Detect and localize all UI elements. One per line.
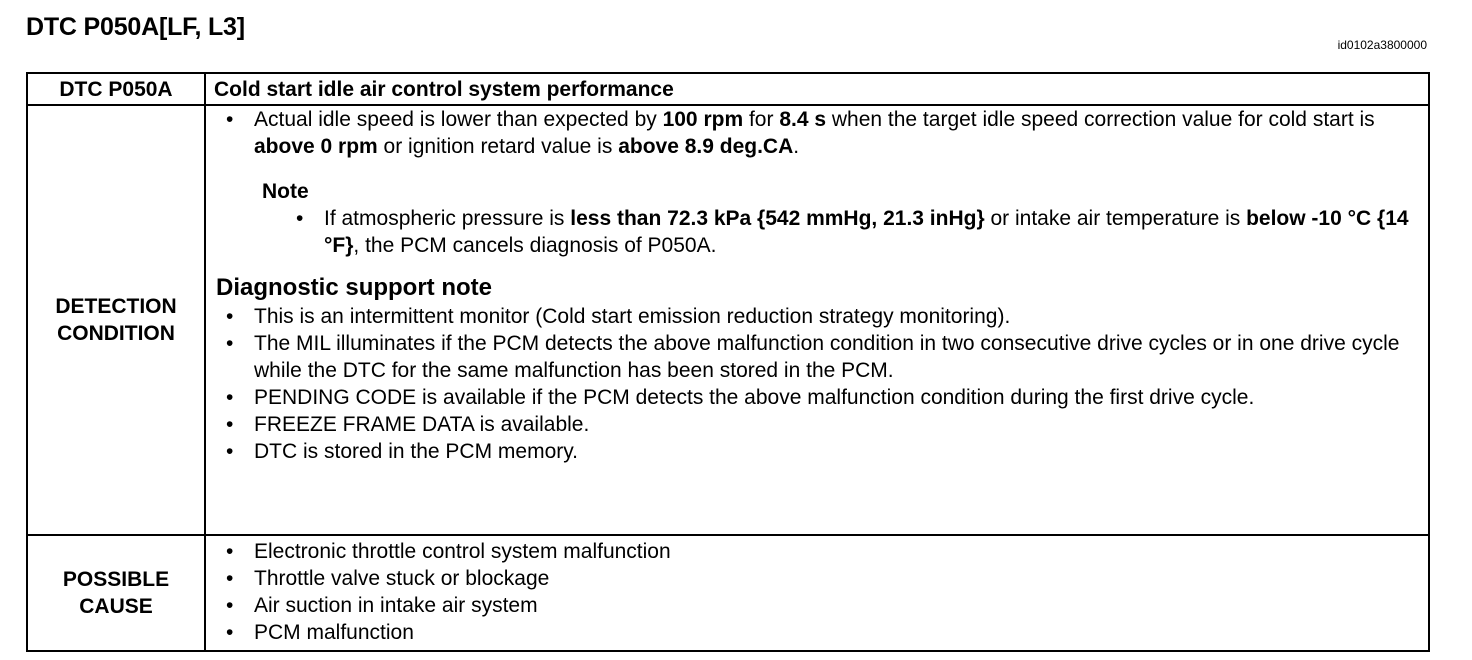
detection-condition-row bbox=[27, 105, 1429, 535]
condition-list bbox=[216, 106, 1418, 160]
detection-condition-content bbox=[205, 105, 1429, 535]
list-item: • The MIL illuminates if the PCM detects the above malfunction condition in two consecutive drive cycles or in one drive cycle while the DTC for the same malfunction has been stored in the PCM. bbox=[216, 330, 1418, 384]
note-item: • If atmospheric pressure is less than 72.3 kPa {542 mmHg, 21.3 inHg} or intake air temperature is below -10 °C {14 °F}, the PCM cancels diagnosis of P050A. bbox=[286, 205, 1418, 259]
page-title: DTC P050A[LF, L3] bbox=[26, 13, 245, 41]
list-item: • This is an intermittent monitor (Cold start emission reduction strategy monitoring). bbox=[216, 303, 1418, 330]
possible-cause-label bbox=[27, 535, 205, 651]
note-list bbox=[286, 205, 1418, 259]
dtc-description-cell: Cold start idle air control system performance bbox=[205, 73, 1429, 105]
dtc-code-cell: DTC P050A bbox=[27, 73, 205, 105]
diagnostic-support-heading: Diagnostic support note bbox=[216, 274, 492, 301]
list-item: • Air suction in intake air system bbox=[216, 592, 1418, 619]
cause-label-line1: POSSIBLE bbox=[62, 568, 170, 591]
possible-cause-row bbox=[27, 535, 1429, 651]
list-item: • PENDING CODE is available if the PCM detects the above malfunction condition during the first drive cycle. bbox=[216, 384, 1418, 411]
document-id: id0102a3800000 bbox=[1337, 38, 1427, 52]
detection-label-line1: DETECTION bbox=[55, 295, 177, 318]
list-item: • PCM malfunction bbox=[216, 619, 1418, 646]
list-item: • FREEZE FRAME DATA is available. bbox=[216, 411, 1418, 438]
dtc-table bbox=[26, 72, 1430, 652]
note-heading: Note bbox=[262, 180, 309, 203]
possible-cause-content bbox=[205, 535, 1429, 651]
detection-condition-label bbox=[27, 105, 205, 535]
list-item: • Electronic throttle control system malfunction bbox=[216, 538, 1418, 565]
diagnostic-support-list bbox=[216, 303, 1418, 465]
possible-cause-list bbox=[216, 538, 1418, 646]
table-header-row bbox=[27, 73, 1429, 105]
cause-label-line2: CAUSE bbox=[79, 595, 153, 618]
list-item: • DTC is stored in the PCM memory. bbox=[216, 438, 1418, 465]
condition-item: • Actual idle speed is lower than expected by 100 rpm for 8.4 s when the target idle speed correction value for cold start is above 0 rpm or ignition retard value is above 8.9 deg.CA. bbox=[216, 106, 1418, 160]
detection-label-line2: CONDITION bbox=[57, 322, 175, 345]
list-item: • Throttle valve stuck or blockage bbox=[216, 565, 1418, 592]
